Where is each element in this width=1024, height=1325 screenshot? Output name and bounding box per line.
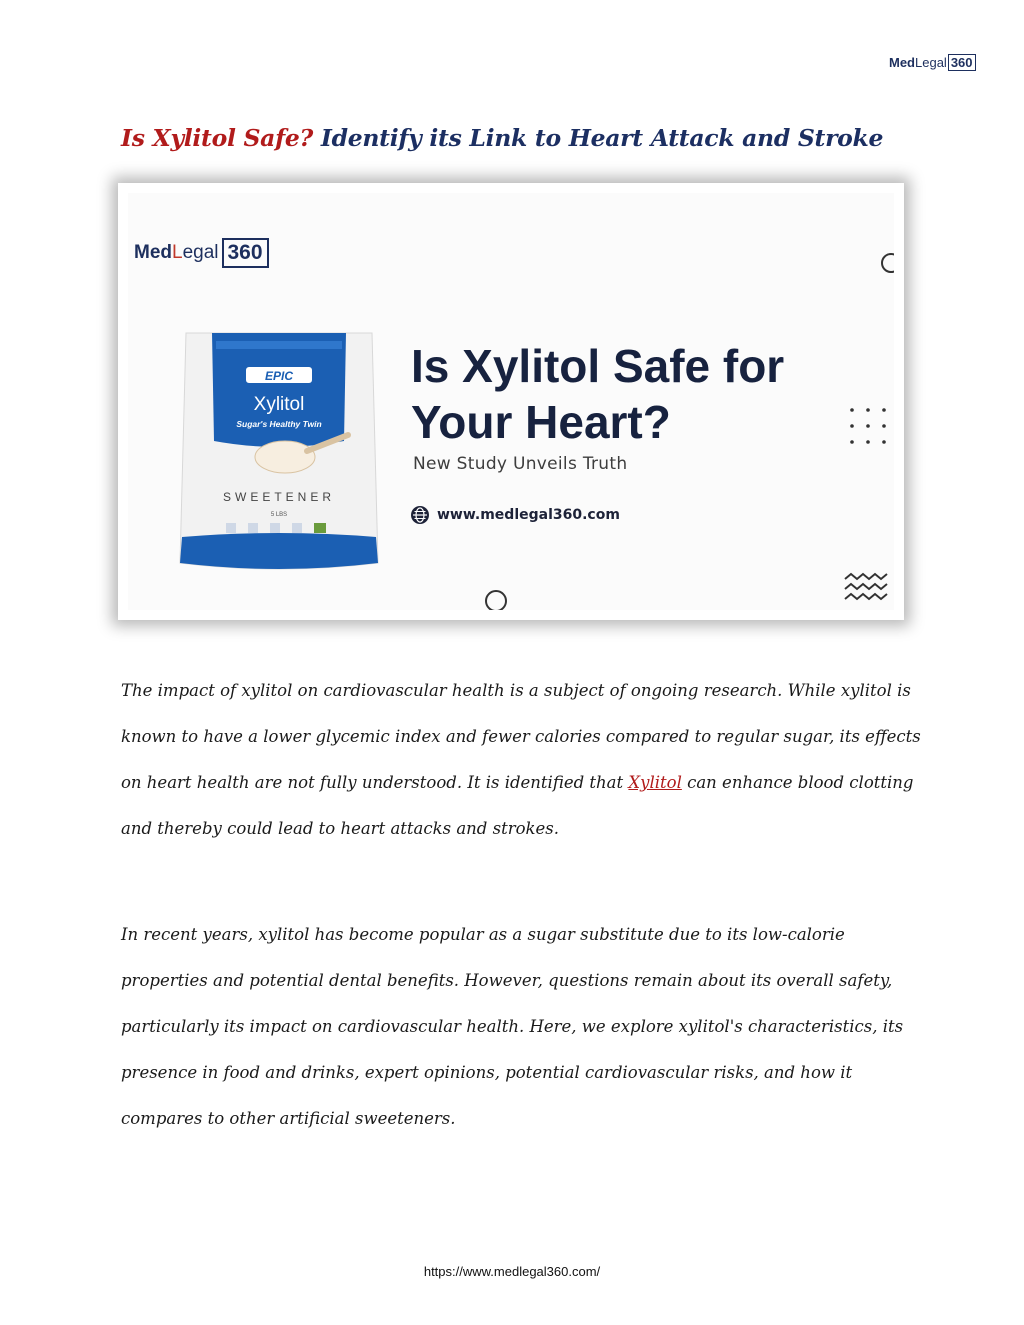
bag-name: Xylitol [253,394,305,415]
globe-icon [411,506,429,524]
logo-med: Med [889,54,915,70]
banner-logo-med: Med [134,242,172,263]
dot-grid-icon [848,406,892,450]
bag-weight: 5 LBS [270,512,288,518]
p1-text-before: The impact of xylitol on cardiovascular health is a subject of ongoing research. While xylitol is known to have a lower glycemic index and fewer calories compared to regular sugar, its effects on heart health are not fully understood. It is identified that [121,681,921,792]
xylitol-bag-image [172,323,386,575]
footer-url[interactable]: https://www.medlegal360.com/ [423,1264,601,1279]
body-paragraph-2: In recent years, xylitol has become popular as a sugar substitute due to its low-calorie properties and potential dental benefits. However, questions remain about its overall safety, particularly its impact on cardiovascular health. Here, we explore xylitol's characteristics, its presence in food and drinks, expert opinions, potential cardiovascular risks, and how it compares to other artificial sweeteners. [121,925,904,1128]
page-title [121,124,921,152]
headline-line-1: Is Xylitol Safe for [411,340,785,392]
bag-type: SWEETENER [222,490,336,504]
banner-logo [134,238,269,268]
body-paragraph-1 [121,668,921,852]
headline-line-2: Your Heart? [411,396,671,448]
decor-circle-icon [881,253,894,273]
title-rest: Identify its Link to Heart Attack and Stroke [320,124,884,152]
bag-tagline: Sugar's Healthy Twin [236,419,322,429]
decor-circle-icon [485,590,507,610]
logo-legal: Legal [915,54,947,70]
logo-360: 360 [948,54,976,71]
banner-subheadline: New Study Unveils Truth [413,454,628,474]
banner-url-text: www.medlegal360.com [437,507,620,523]
zigzag-icon [843,571,891,605]
p1-text-after: can enhance blood clotting and thereby could lead to heart attacks and strokes. [121,773,914,838]
bag-brand: EPIC [264,369,294,383]
banner-canvas [128,193,894,610]
title-question: Is Xylitol Safe? [121,124,314,152]
banner-headline [411,338,784,450]
header-logo[interactable] [889,52,976,72]
xylitol-link[interactable]: Xylitol [628,773,682,792]
banner-logo-360: 360 [222,238,269,268]
banner-logo-legal: Legal [172,242,219,263]
banner-image [118,183,904,620]
banner-url [411,506,620,524]
